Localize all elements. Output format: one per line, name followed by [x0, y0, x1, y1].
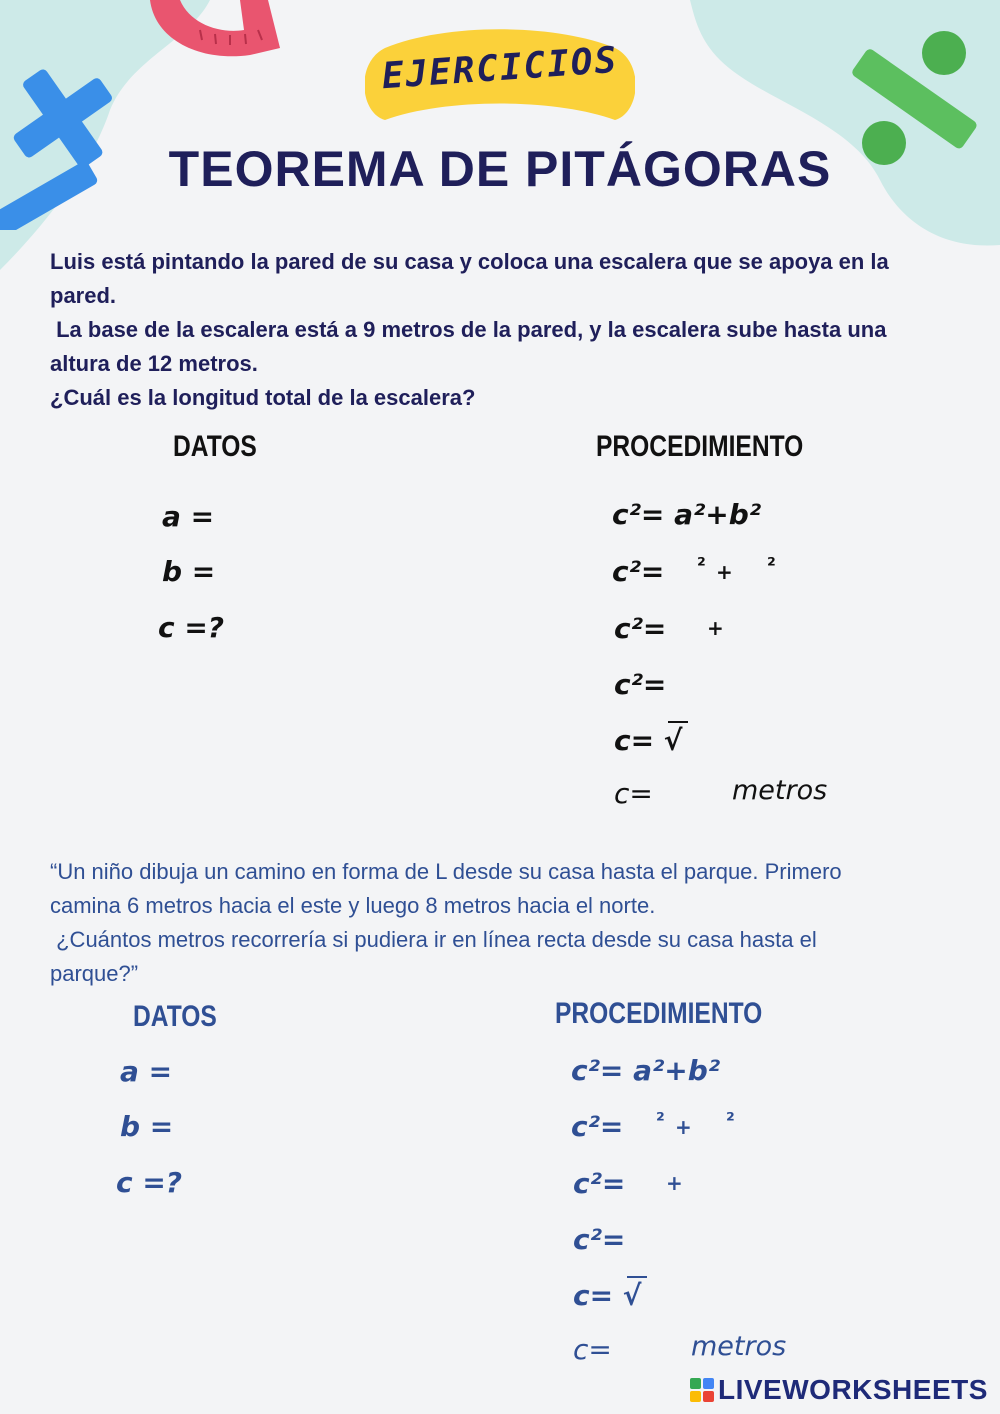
problem2-step-root: c= √: [573, 1279, 642, 1312]
problem2-unit: metros: [691, 1331, 787, 1362]
problem2-dato-c: c =?: [116, 1166, 183, 1199]
problem1-line: Luis está pintando la pared de su casa y coloca una escalera que se apoya en la: [50, 249, 889, 274]
problem2-plus-2: +: [666, 1171, 683, 1195]
problem1-step-add: c²=: [614, 612, 667, 645]
problem1-line: altura de 12 metros.: [50, 351, 258, 376]
problem2-datos-heading: DATOS: [133, 1000, 217, 1033]
problem2-square-a: ²: [656, 1108, 665, 1132]
protractor-icon: [140, 0, 290, 70]
problem1-formula: c²= a²+b²: [612, 498, 761, 531]
problem2-formula: c²= a²+b²: [571, 1054, 720, 1087]
problem1-step-result: c=: [614, 777, 653, 810]
problem2-procedimiento-heading: PROCEDIMIENTO: [555, 997, 763, 1030]
liveworksheets-logo: [690, 1373, 988, 1407]
problem1-dato-a: a =: [162, 500, 215, 533]
problem2-step-total: c²=: [573, 1223, 626, 1256]
problem2-step-add: c²=: [573, 1167, 626, 1200]
problem2-step-sum-squares: c²=: [571, 1110, 624, 1143]
problem1-line: ¿Cuál es la longitud total de la escalera?: [50, 385, 476, 410]
badge-label: EJERCICIOS: [380, 39, 620, 98]
radical-bar: [668, 720, 688, 724]
problem1-plus-2: +: [707, 616, 724, 640]
problem1-step-sum-squares: c²=: [612, 555, 665, 588]
problem2-dato-a: a =: [120, 1055, 173, 1088]
problem2-dato-b: b =: [120, 1110, 174, 1143]
problem1-datos-heading: DATOS: [173, 430, 257, 463]
problem1-square-b: ²: [767, 553, 776, 577]
problem2-line: camina 6 metros hacia el este y luego 8 metros hacia el norte.: [50, 893, 656, 918]
problem2-line: parque?”: [50, 961, 139, 986]
problem1-step-total: c²=: [614, 668, 667, 701]
page-title: TEOREMA DE PITÁGORAS: [168, 141, 832, 197]
problem1-statement: [50, 245, 970, 415]
problem1-dato-c: c =?: [158, 611, 225, 644]
problem2-square-b: ²: [726, 1108, 735, 1132]
problem2-plus: +: [675, 1115, 692, 1139]
problem1-line: pared.: [50, 283, 117, 308]
problem2-statement: [50, 855, 970, 991]
problem1-line: La base de la escalera está a 9 metros de la pared, y la escalera sube hasta una: [50, 317, 887, 342]
problem2-line: “Un niño dibuja un camino en forma de L desde su casa hasta el parque. Primero: [50, 859, 842, 884]
problem1-square-a: ²: [697, 553, 706, 577]
problem2-step-result: c=: [573, 1333, 612, 1366]
liveworksheets-icon: [690, 1378, 714, 1402]
problem1-dato-b: b =: [162, 555, 216, 588]
problem1-step-root: c= √: [614, 724, 683, 757]
radical-bar-2: [627, 1275, 647, 1279]
problem2-line: ¿Cuántos metros recorrería si pudiera ir en línea recta desde su casa hasta el: [50, 927, 817, 952]
problem1-unit: metros: [732, 775, 828, 806]
brand-name: LIVEWORKSHEETS: [718, 1374, 988, 1405]
problem1-procedimiento-heading: PROCEDIMIENTO: [596, 430, 804, 463]
problem1-plus: +: [716, 560, 733, 584]
